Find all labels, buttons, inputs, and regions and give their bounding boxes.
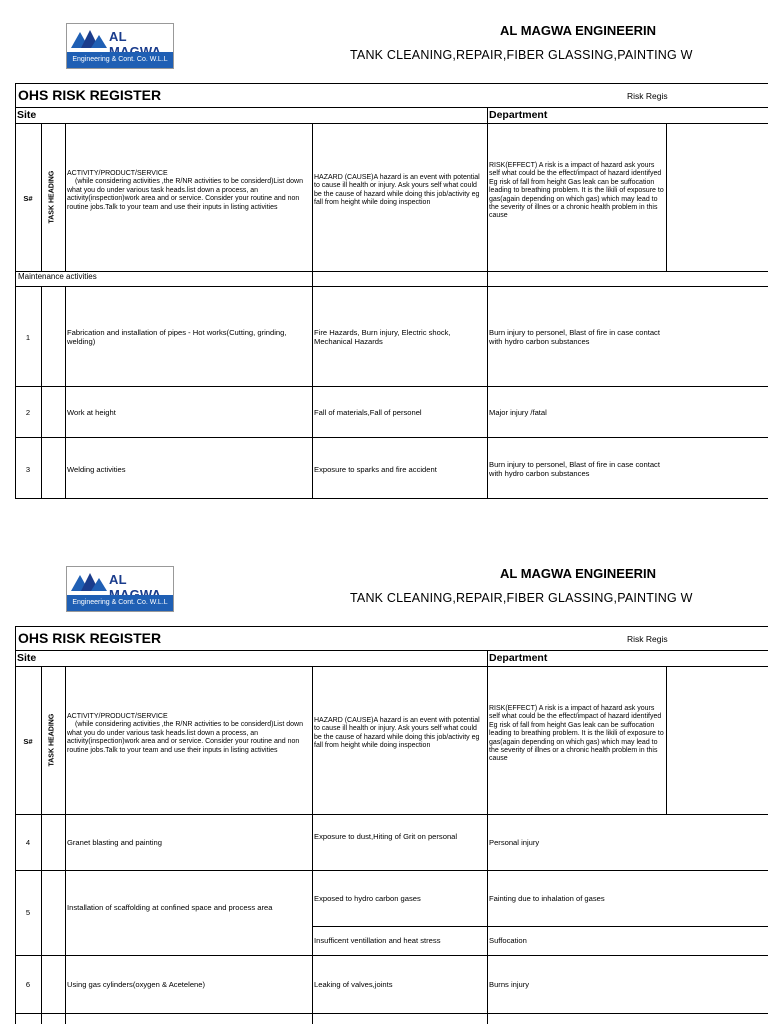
- row-risk: Personal injury: [489, 838, 540, 847]
- row-activity: Granet blasting and painting: [67, 838, 162, 847]
- activity-header: [67, 713, 311, 755]
- register-title: OHS RISK REGISTER: [18, 630, 162, 646]
- row-risk: Fainting due to inhalation of gases: [489, 894, 605, 903]
- activity-header-title: ACTIVITY/PRODUCT/SERVICE: [67, 170, 168, 177]
- sn-header: S#: [23, 194, 33, 203]
- row-sn: 1: [25, 333, 31, 342]
- row-sn: 4: [25, 838, 31, 847]
- risk-register-label: Risk Regis: [627, 91, 668, 101]
- site-label: Site: [17, 652, 37, 664]
- row-risk: Major injury /fatal: [489, 408, 547, 417]
- row-risk: Burn injury to personel, Blast of fire in case contact with hydro carbon substances: [489, 460, 660, 478]
- row-risk: Burn injury to personel, Blast of fire in case contact with hydro carbon substances: [489, 328, 660, 346]
- company-logo: [66, 566, 174, 612]
- logo-name: AL: [109, 572, 127, 587]
- company-name: AL MAGWA ENGINEERIN: [500, 566, 657, 581]
- hazard-header: HAZARD (CAUSE)A hazard is an event with potential to cause ill health or injury. Ask yours self what could be the cause of hazard while doing this job/activity eg fall from height while doing inspection: [314, 174, 480, 207]
- activity-header-title: ACTIVITY/PRODUCT/SERVICE: [67, 713, 168, 720]
- logo-tagline: Engineering & Cont. Co. W.L.L: [67, 595, 173, 611]
- company-name: AL MAGWA ENGINEERIN: [500, 23, 657, 38]
- services-line: TANK CLEANING,REPAIR,FIBER GLASSING,PAINTING W: [350, 591, 693, 605]
- row-activity: Welding activities: [67, 465, 126, 474]
- row-risk: Suffocation: [489, 936, 527, 945]
- row-activity: Using gas cylinders(oxygen & Acetelene): [67, 980, 206, 989]
- row-hazard: Exposure to dust,Hiting of Grit on personal: [314, 832, 458, 841]
- row-sn: 6: [25, 980, 31, 989]
- task-heading-header: TASK HEADING: [48, 170, 56, 224]
- risk-header: RISK(EFFECT) A risk is a impact of hazard ask yours self what could be the effect/impact of hazard identifyed Eg risk of fall from height Gas leak can be suffocation leading to breathing problem. It is the likili of exposure to gas(again depending on which gas) which may lead to the severity of illnes or a chronic health problem in this cause: [489, 705, 664, 763]
- department-label: Department: [489, 109, 548, 121]
- row-hazard: Insufficent ventillation and heat stress: [314, 936, 441, 945]
- services-line: TANK CLEANING,REPAIR,FIBER GLASSING,PAINTING W: [350, 48, 693, 62]
- row-hazard: Exposure to sparks and fire accident: [314, 465, 437, 474]
- department-label: Department: [489, 652, 548, 664]
- row-sn: 2: [25, 408, 31, 417]
- row-activity: Installation of scaffolding at confined space and process area: [67, 903, 273, 912]
- row-hazard: Fall of materials,Fall of personel: [314, 408, 422, 417]
- risk-header: RISK(EFFECT) A risk is a impact of hazard ask yours self what could be the effect/impact of hazard identifyed Eg risk of fall from height Gas leak can be suffocation leading to breathing problem. It is the likili of exposure to gas(again depending on which gas) which may lead to the severity of illnes or a chronic health problem in this cause: [489, 162, 664, 220]
- row-risk: Burns injury: [489, 980, 530, 989]
- task-heading-header: TASK HEADING: [48, 713, 56, 767]
- section-label: Maintenance activities: [18, 272, 97, 281]
- hazard-header: HAZARD (CAUSE)A hazard is an event with potential to cause ill health or injury. Ask yours self what could be the cause of hazard while doing this job/activity eg fall from height while doing inspection: [314, 717, 480, 750]
- row-sn: 5: [25, 908, 31, 917]
- row-sn: 3: [25, 465, 31, 474]
- sn-header: S#: [23, 737, 33, 746]
- activity-header-desc: (while considering activities ,the R/NR activities to be considerd)List down what you do under various task heads.list down a process, an activity(inspection)work area and or service. Consider your routine and non routine jobs.Talk to your team and use their inputs in listing activities: [67, 721, 303, 754]
- activity-header-desc: (while considering activities ,the R/NR activities to be considerd)List down what you do under various task heads.list down a process, an activity(inspection)work area and or service. Consider your routine and non routine jobs.Talk to your team and use their inputs in listing activities: [67, 178, 303, 211]
- row-hazard: Leaking of valves,joints: [314, 980, 393, 989]
- risk-register-label: Risk Regis: [627, 634, 668, 644]
- logo-name: AL: [109, 29, 127, 44]
- row-hazard: Exposed to hydro carbon gases: [314, 894, 421, 903]
- row-hazard: Fire Hazards, Burn injury, Electric shock, Mechanical Hazards: [314, 328, 451, 346]
- site-label: Site: [17, 109, 37, 121]
- logo-tagline: Engineering & Cont. Co. W.L.L: [67, 52, 173, 68]
- register-title: OHS RISK REGISTER: [18, 87, 162, 103]
- row-activity: Work at height: [67, 408, 116, 417]
- row-activity: Fabrication and installation of pipes - Hot works(Cutting, grinding, welding): [67, 328, 287, 346]
- logo-mountain-icon: [71, 571, 107, 591]
